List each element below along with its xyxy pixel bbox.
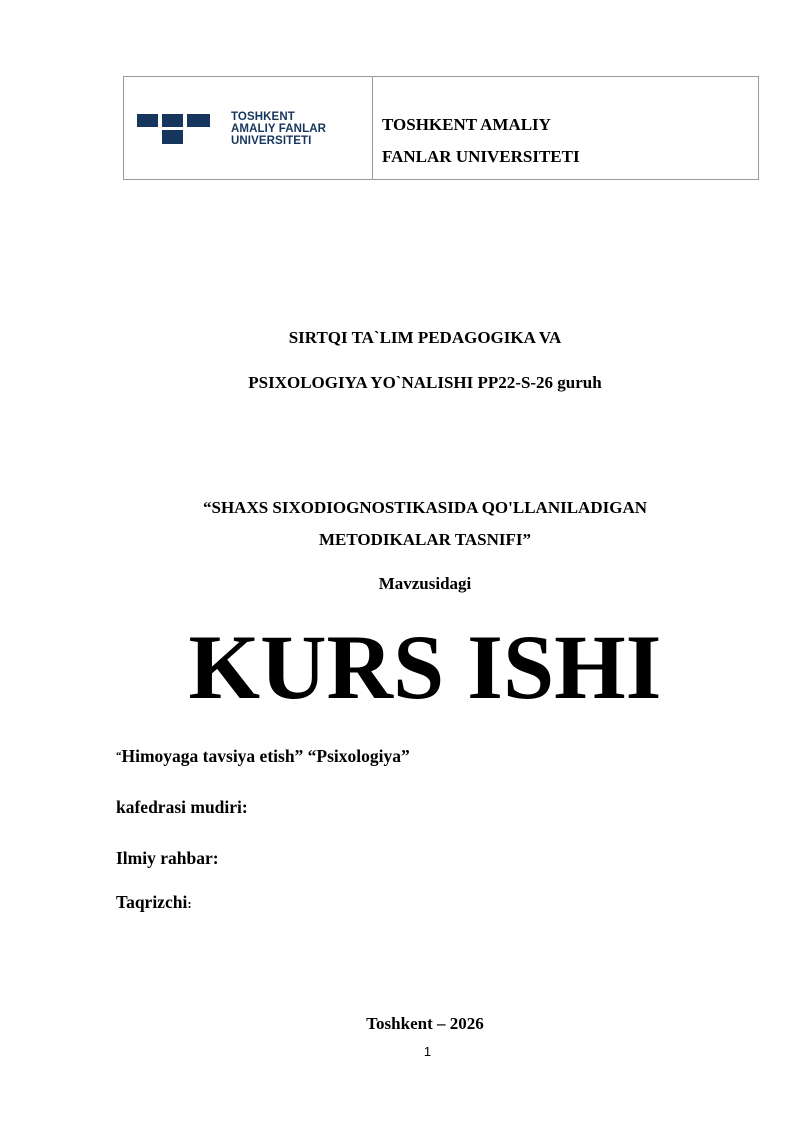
topic-line-2: METODIKALAR TASNIFI” bbox=[318, 530, 532, 549]
logo-text-line: UNIVERSITETI bbox=[231, 135, 312, 147]
program-line-1: SIRTQI TA`LIM PEDAGOGIKA VA bbox=[288, 328, 562, 347]
header-table bbox=[123, 76, 759, 180]
department-head-label: kafedrasi mudiri: bbox=[116, 797, 248, 817]
open-quote: “ bbox=[116, 750, 122, 762]
program-line-2: PSIXOLOGIYA YO`NALISHI PP22-S-26 guruh bbox=[248, 373, 602, 392]
document-type-title: KURS ISHI bbox=[188, 616, 662, 718]
university-name-line: FANLAR UNIVERSITETI bbox=[382, 147, 580, 166]
logo-text-line: TOSHKENT bbox=[231, 111, 295, 123]
university-name-cell bbox=[373, 77, 758, 179]
recommend-line bbox=[116, 746, 410, 767]
page-number: 1 bbox=[423, 1044, 432, 1059]
logo-text-line: AMALIY FANLAR bbox=[231, 123, 327, 135]
place-year: Toshkent – 2026 bbox=[366, 1014, 484, 1033]
supervisor-label: Ilmiy rahbar: bbox=[116, 848, 219, 868]
reviewer-label: Taqrizchi bbox=[116, 892, 188, 912]
reviewer-colon: : bbox=[187, 896, 192, 911]
recommend-text: Himoyaga tavsiya etish” “Psixologiya” bbox=[121, 746, 410, 766]
logo-wordmark bbox=[231, 111, 326, 147]
topic-line-1: “SHAXS SIXODIOGNOSTIKASIDA QO'LLANILADIGAN bbox=[203, 498, 647, 517]
university-name-line: TOSHKENT AMALIY bbox=[382, 115, 551, 134]
reviewer-line bbox=[116, 892, 192, 913]
logo-cell bbox=[124, 77, 373, 179]
university-logo-icon bbox=[137, 114, 210, 144]
topic-suffix: Mavzusidagi bbox=[378, 574, 472, 593]
